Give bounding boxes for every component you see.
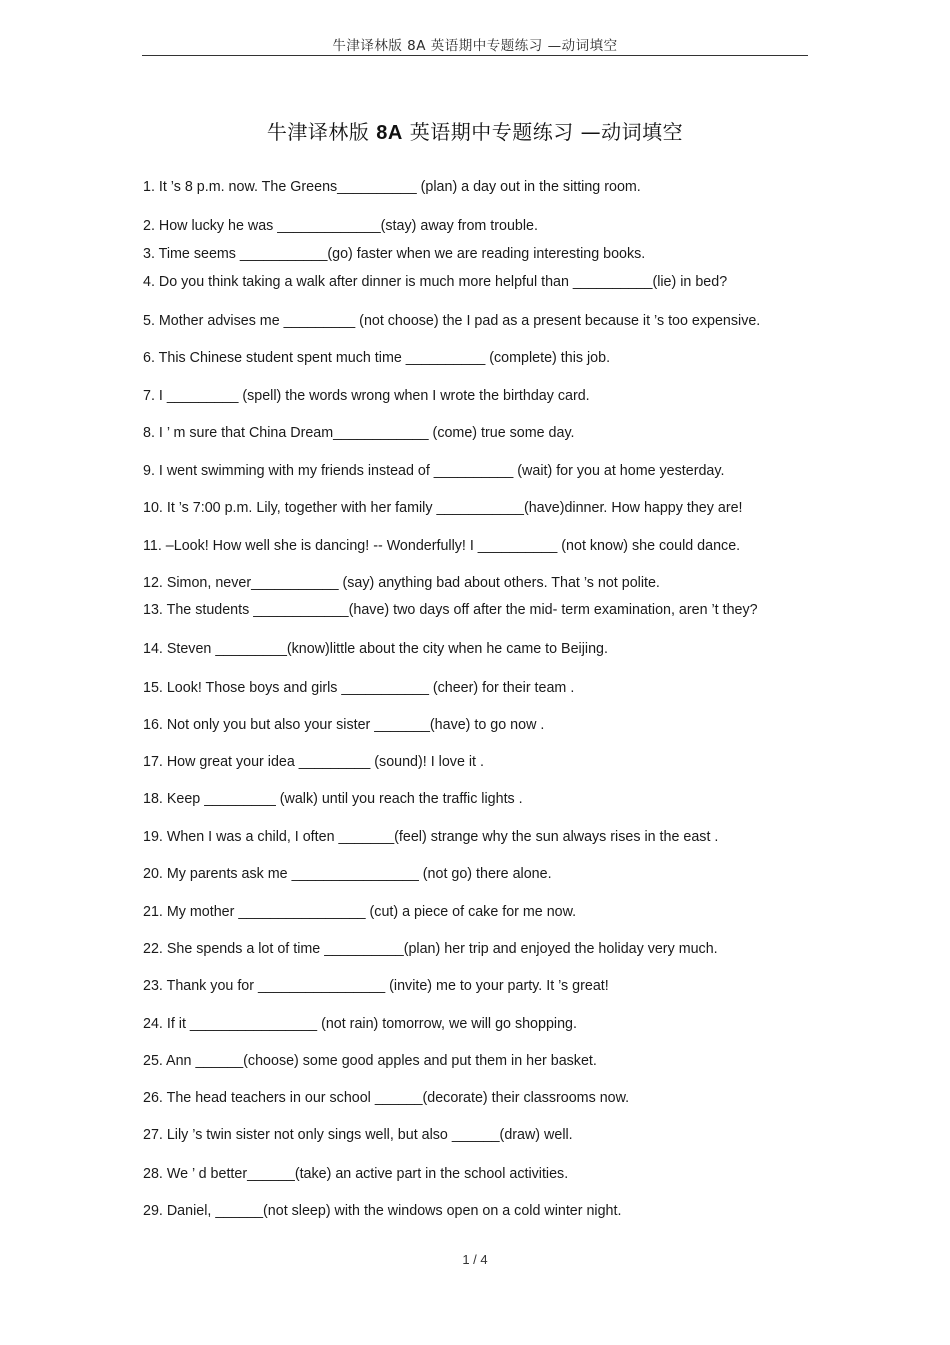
question-28: 28. We ’ d better______(take) an active part in the school activities. — [143, 1166, 569, 1182]
question-6: 6. This Chinese student spent much time __________ (complete) this job. — [143, 350, 611, 366]
header-divider — [142, 55, 808, 56]
question-11: 11. –Look! How well she is dancing! -- Wonderfully! I __________ (not know) she could dance. — [143, 538, 741, 554]
question-19: 19. When I was a child, I often _______(feel) strange why the sun always rises in the east . — [143, 829, 719, 845]
question-22: 22. She spends a lot of time __________(plan) her trip and enjoyed the holiday very much. — [143, 941, 718, 957]
title-part-1: 牛津译林版 — [266, 120, 377, 144]
question-18: 18. Keep _________ (walk) until you reach the traffic lights . — [143, 791, 523, 807]
question-9: 9. I went swimming with my friends instead of __________ (wait) for you at home yesterday. — [143, 463, 725, 479]
document-title — [0, 116, 950, 145]
question-21: 21. My mother ________________ (cut) a piece of cake for me now. — [143, 904, 577, 920]
question-16: 16. Not only you but also your sister _______(have) to go now . — [143, 717, 545, 733]
question-2: 2. How lucky he was _____________(stay) away from trouble. — [143, 218, 538, 234]
page-number: 1 / 4 — [462, 1252, 488, 1267]
question-25: 25. Ann ______(choose) some good apples and put them in her basket. — [143, 1053, 597, 1069]
question-10: 10. It ’s 7:00 p.m. Lily, together with her family ___________(have)dinner. How happy they are! — [143, 500, 743, 516]
question-14: 14. Steven _________(know)little about the city when he came to Beijing. — [143, 641, 608, 657]
question-7: 7. I _________ (spell) the words wrong when I wrote the birthday card. — [143, 388, 590, 404]
question-8: 8. I ’ m sure that China Dream____________ (come) true some day. — [143, 425, 575, 441]
question-27: 27. Lily ’s twin sister not only sings well, but also ______(draw) well. — [143, 1127, 573, 1143]
page-header: 牛津译林版 8A 英语期中专题练习 —动词填空 — [332, 38, 618, 54]
question-24: 24. If it ________________ (not rain) tomorrow, we will go shopping. — [143, 1016, 577, 1032]
question-4: 4. Do you think taking a walk after dinner is much more helpful than __________(lie) in bed? — [143, 274, 728, 290]
question-12: 12. Simon, never___________ (say) anything bad about others. That ’s not polite. — [143, 575, 660, 591]
question-26: 26. The head teachers in our school ______(decorate) their classrooms now. — [143, 1090, 630, 1106]
question-20: 20. My parents ask me ________________ (not go) there alone. — [143, 866, 552, 882]
question-1: 1. It ’s 8 p.m. now. The Greens__________ (plan) a day out in the sitting room. — [143, 179, 641, 195]
question-3: 3. Time seems ___________(go) faster when we are reading interesting books. — [143, 246, 646, 262]
question-23: 23. Thank you for ________________ (invite) me to your party. It ’s great! — [143, 978, 609, 994]
question-5: 5. Mother advises me _________ (not choose) the I pad as a present because it ’s too expensive. — [143, 313, 761, 329]
title-grade: 8A — [376, 122, 403, 144]
question-29: 29. Daniel, ______(not sleep) with the windows open on a cold winter night. — [143, 1203, 622, 1219]
question-13: 13. The students ____________(have) two days off after the mid- term examination, aren ’t they? — [143, 602, 758, 618]
question-15: 15. Look! Those boys and girls ___________ (cheer) for their team . — [143, 680, 575, 696]
title-part-2: 英语期中专题练习 —动词填空 — [402, 120, 684, 144]
question-17: 17. How great your idea _________ (sound)! I love it . — [143, 754, 484, 770]
